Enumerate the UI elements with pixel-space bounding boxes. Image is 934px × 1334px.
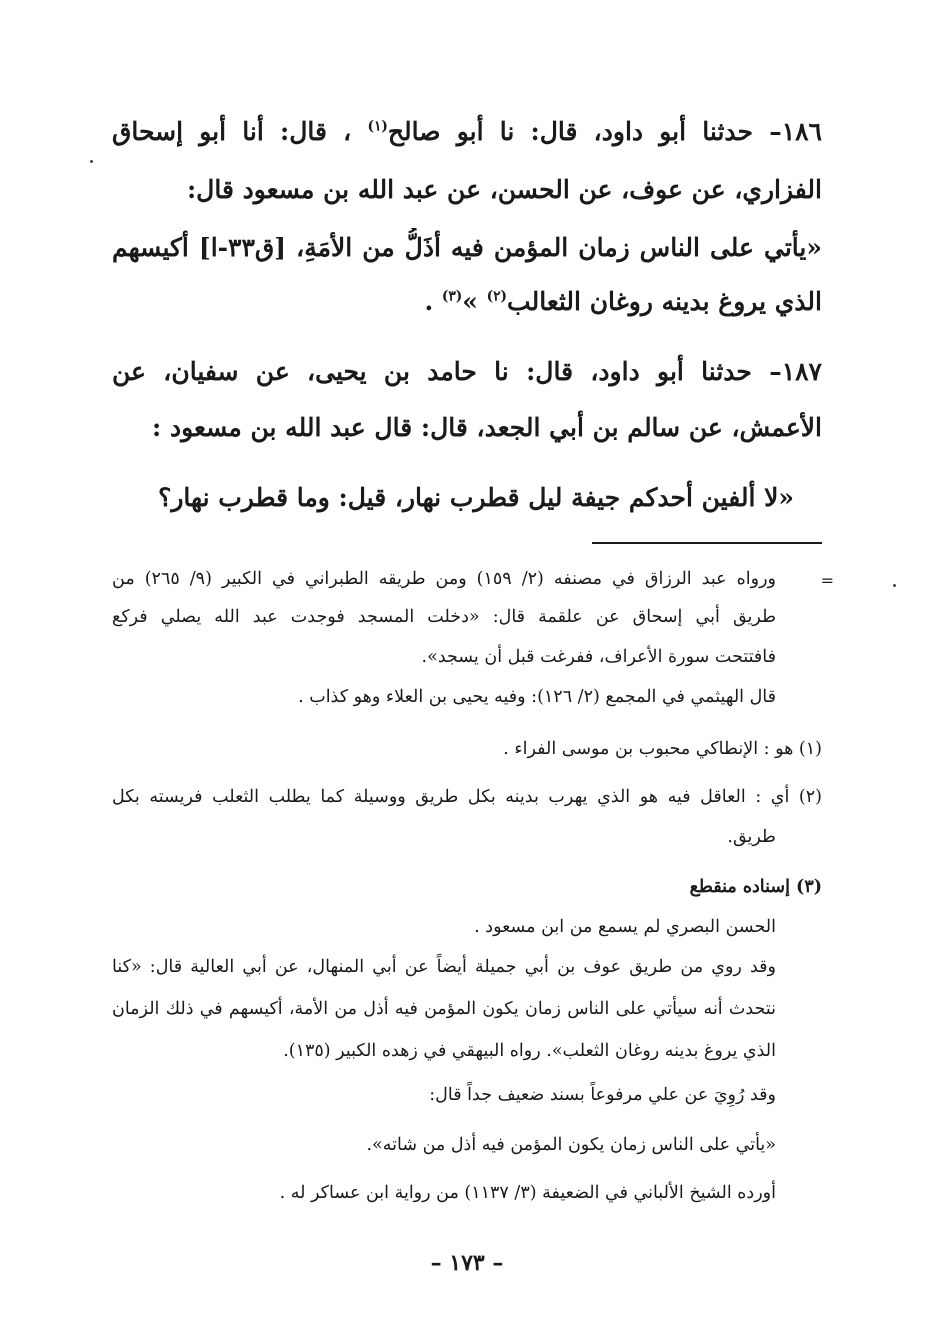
footnote-3-line-1: الحسن البصري لم يسمع من ابن مسعود .	[474, 917, 776, 937]
continued-note-line-4: قال الهيثمي في المجمع (٢/ ١٢٦): وفيه يحيى بن العلاء وهو كذاب .	[298, 687, 776, 707]
print-speck	[893, 584, 896, 587]
footnote-3-heading: (٣) إسناده منقطع	[689, 877, 822, 897]
page-number: – ١٧٣ –	[430, 1250, 504, 1276]
footnote-ref-3: (٣)	[441, 288, 463, 305]
continued-note-line-3: فافتتحت سورة الأعراف، ففرغت قبل أن يسجد».	[421, 647, 776, 667]
continuation-marker: =	[820, 571, 834, 590]
footnote-3-line-3: نتحدث أنه سيأتي على الناس زمان يكون المؤمن فيه أذل من الأمة، أكيسهم في ذلك الزمان	[112, 999, 776, 1019]
hadith-186-line-4: الذي يروغ بدينه روغان الثعالب$^{(٢)}$ »$^{(٣)}$ .	[424, 287, 822, 316]
hadith-187-line-2: الأعمش، عن سالم بن أبي الجعد، قال: قال عبد الله بن مسعود :	[152, 413, 822, 442]
continued-note-line-2: طريق أبي إسحاق عن علقمة قال: «دخلت المسجد فوجدت عبد الله يصلي فركع	[112, 607, 776, 627]
print-speck	[90, 160, 93, 163]
footnote-separator	[592, 542, 822, 544]
footnote-2-line-2: طريق.	[727, 827, 776, 847]
hadith-187-line-3: «لا ألفين أحدكم جيفة ليل قطرب نهار، قيل: وما قطرب نهار؟	[158, 483, 794, 512]
continued-note-line-1: ورواه عبد الرزاق في مصنفه (٢/ ١٥٩) ومن طريقه الطبراني في الكبير (٩/ ٢٦٥) من	[112, 569, 776, 589]
footnote-3-line-5: وقد رُوِيَ عن علي مرفوعاً بسند ضعيف جداً قال:	[429, 1085, 776, 1105]
footnote-3-line-6: «يأتي على الناس زمان يكون المؤمن فيه أذل من شاته».	[366, 1135, 776, 1155]
footnote-3-line-7: أورده الشيخ الألباني في الضعيفة (٣/ ١١٣٧) من رواية ابن عساكر له .	[279, 1183, 776, 1203]
hadith-186-line-3: «يأتي على الناس زمان المؤمن فيه أذَلُّ من الأمَةِ، [ق٣٣-ا] أكيسهم	[112, 233, 822, 262]
footnote-ref-2: (٢)	[486, 288, 508, 305]
footnote-2-line-1: (٢) أي : العاقل فيه هو الذي يهرب بدينه بكل طريق ووسيلة كما يطلب الثعلب فريسته بكل	[112, 787, 822, 807]
footnote-3-line-2: وقد روي من طريق عوف بن أبي جميلة أيضاً عن أبي المنهال، عن أبي العالية قال: «كنا	[112, 957, 776, 977]
footnote-ref-1: (١)	[367, 118, 388, 135]
hadith-186-line-1: ١٨٦– حدثنا أبو داود، قال: نا أبو صالح$^{(١)}$ ، قال: أنا أبو إسحاق	[112, 117, 822, 146]
footnote-1: (١) هو : الإنطاكي محبوب بن موسى الفراء .	[503, 739, 822, 759]
hadith-186-line-2: الفزاري، عن عوف، عن الحسن، عن عبد الله بن مسعود قال:	[186, 175, 822, 204]
footnote-3-line-4: الذي يروغ بدينه روغان الثعلب». رواه البيهقي في زهده الكبير (١٣٥).	[283, 1041, 776, 1061]
hadith-187-line-1: ١٨٧– حدثنا أبو داود، قال: نا حامد بن يحيى، عن سفيان، عن	[112, 357, 822, 386]
